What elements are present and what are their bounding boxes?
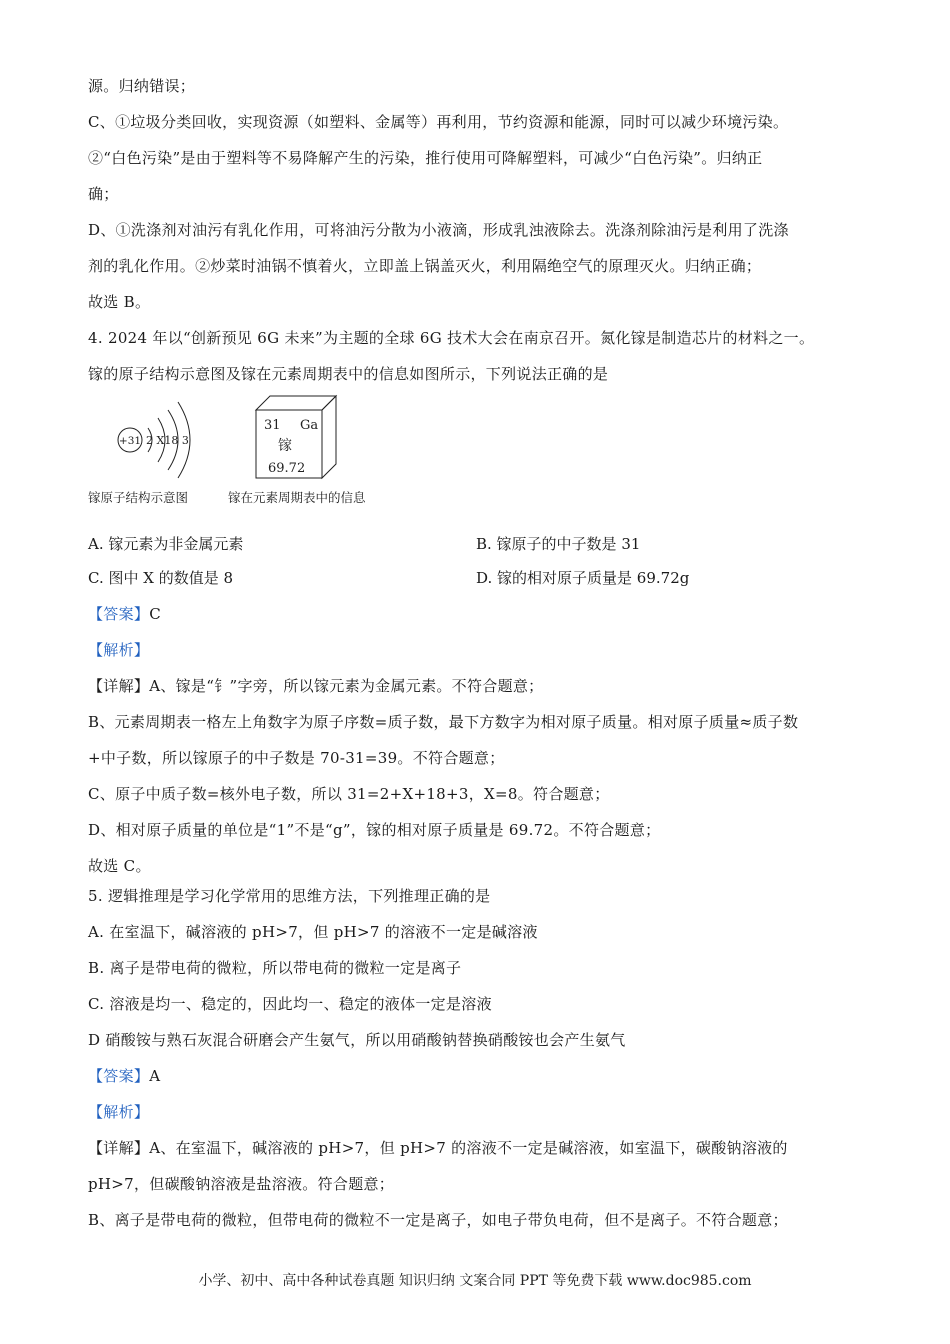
q4-detail-a: [88, 676, 543, 696]
q4-option-b: B. 镓原子的中子数是 31: [476, 535, 641, 553]
text-line: ②“白色污染”是由于塑料等不易降解产生的污染，推行使用可降解塑料，可减少“白色污染”。归纳正: [88, 149, 763, 167]
page-footer: 小学、初中、高中各种试卷真题 知识归纳 文案合同 PPT 等免费下载 www.doc985.com: [198, 1273, 752, 1289]
q4-option-a: A. 镓元素为非金属元素: [88, 535, 244, 553]
q5-option-a: A. 在室温下，碱溶液的 pH>7，但 pH>7 的溶液不一定是碱溶液: [88, 923, 538, 941]
q4-answer: [88, 604, 161, 624]
nucleus-charge: +31: [118, 435, 142, 447]
q4-detail-d: D、相对原子质量的单位是“1”不是“g”，镓的相对原子质量是 69.72。不符合题意；: [88, 821, 661, 839]
q4-detail-c: C、原子中质子数=核外电子数，所以 31=2+X+18+3，X=8。符合题意；: [88, 785, 610, 803]
answer-tag: 【答案】: [88, 1067, 150, 1085]
q4-option-d: D. 镓的相对原子质量是 69.72g: [476, 569, 690, 587]
q5-option-b: B. 离子是带电荷的微粒，所以带电荷的微粒一定是离子: [88, 959, 462, 977]
answer-tag: 【答案】: [88, 605, 150, 623]
question-5-stem: 5. 逻辑推理是学习化学常用的思维方法，下列推理正确的是: [88, 887, 491, 905]
q5-option-c: C. 溶液是均一、稳定的，因此均一、稳定的液体一定是溶液: [88, 995, 492, 1013]
text-line: D、①洗涤剂对油污有乳化作用，可将油污分散为小液滴，形成乳浊液除去。洗涤剂除油污是利用了洗涤: [88, 221, 789, 239]
q5-detail-a-cont: pH>7，但碳酸钠溶液是盐溶液。符合题意；: [88, 1175, 395, 1193]
q4-option-c: C. 图中 X 的数值是 8: [88, 569, 234, 587]
atomic-number: 31: [264, 418, 281, 433]
atomic-mass: 69.72: [268, 461, 306, 476]
shell-electron-counts: 2 X18 3: [146, 434, 189, 447]
q5-detail-b: B、离子是带电荷的微粒，但带电荷的微粒不一定是离子，如电子带负电荷，但不是离子。不符合题意；: [88, 1211, 788, 1229]
answer-value: C: [149, 605, 161, 623]
detail-tag: 【详解】: [88, 1139, 150, 1157]
text-line: 源。归纳错误；: [88, 77, 196, 95]
q4-analysis-heading: [88, 640, 149, 660]
q4-detail-b: B、元素周期表一格左上角数字为原子序数=质子数，最下方数字为相对原子质量。相对原子质量≈质子数: [88, 713, 799, 731]
answer-value: A: [149, 1067, 161, 1085]
detail-text: A、镓是“钅”字旁，所以镓元素为金属元素。不符合题意；: [149, 677, 544, 695]
detail-tag: 【详解】: [88, 677, 150, 695]
text-line: 确；: [88, 185, 119, 203]
detail-text: A、在室温下，碱溶液的 pH>7，但 pH>7 的溶液不一定是碱溶液，如室温下，碳酸钠溶液的: [149, 1139, 788, 1157]
element-name: 镓: [278, 438, 292, 454]
gallium-periodic-cell: [254, 394, 340, 480]
q4-detail-b-cont: +中子数，所以镓原子的中子数是 70-31=39。不符合题意；: [88, 749, 505, 767]
question-4-stem: 4. 2024 年以“创新预见 6G 未来”为主题的全球 6G 技术大会在南京召开。氮化镓是制造芯片的材料之一。: [88, 329, 815, 347]
cell-side-face: [322, 396, 336, 478]
periodic-cell-caption: 镓在元素周期表中的信息: [228, 490, 366, 505]
text-line: 剂的乳化作用。②炒菜时油锅不慎着火，立即盖上锅盖灭火，利用隔绝空气的原理灭火。归纳正确；: [88, 257, 762, 275]
atom-diagram-caption: 镓原子结构示意图: [88, 490, 189, 505]
element-symbol: Ga: [300, 418, 319, 433]
text-line: 故选 B。: [88, 293, 151, 311]
analysis-tag: 【解析】: [88, 1103, 150, 1121]
q5-option-d: D 硝酸铵与熟石灰混合研磨会产生氨气，所以用硝酸钠替换硝酸铵也会产生氨气: [88, 1031, 626, 1049]
analysis-tag: 【解析】: [88, 641, 150, 659]
q5-analysis-heading: [88, 1102, 149, 1122]
question-4-stem-cont: 镓的原子结构示意图及镓在元素周期表中的信息如图所示，下列说法正确的是: [88, 365, 609, 383]
q5-answer: [88, 1066, 160, 1086]
q5-detail-a: [88, 1138, 788, 1158]
gallium-atom-structure-diagram: [110, 398, 200, 482]
q4-conclusion: 故选 C。: [88, 857, 151, 875]
text-line: C、①垃圾分类回收，实现资源（如塑料、金属等）再利用，节约资源和能源，同时可以减少环境污染。: [88, 113, 789, 131]
